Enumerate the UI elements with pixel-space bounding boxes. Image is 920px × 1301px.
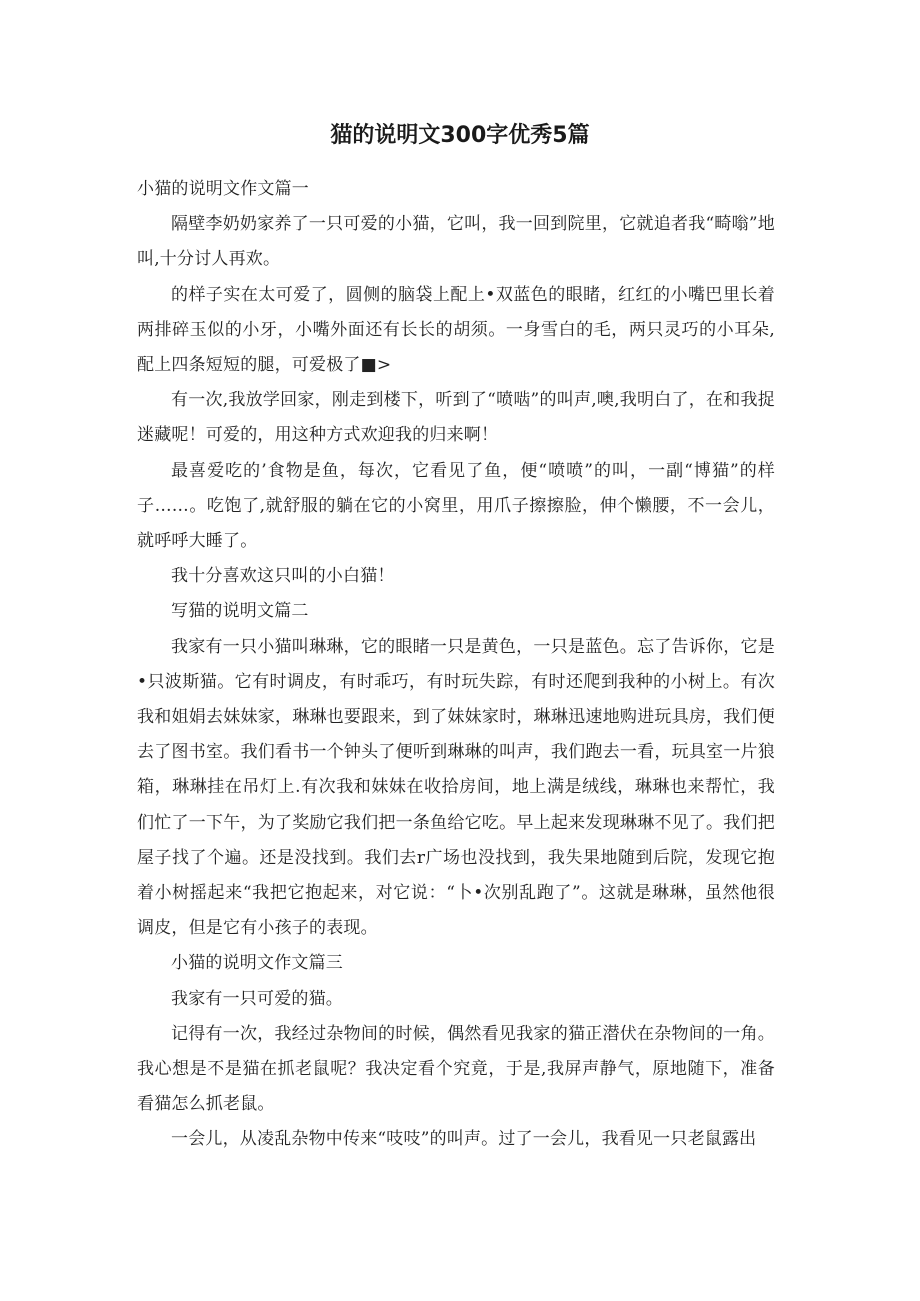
section-heading-3: 小猫的说明文作文篇三: [171, 953, 343, 974]
paragraph: 有一次,我放学回家，刚走到楼下，听到了“喷啮”的叫声,噢,我明白了，在和我捉迷藏呢！可爱的，用这种方式欢迎我的归来啊！: [137, 390, 775, 446]
paragraph: 一会儿，从凌乱杂物中传来“吱吱”的叫声。过了一会儿，我看见一只老鼠露出: [171, 1129, 757, 1150]
paragraph: 记得有一次，我经过杂物间的时候，偶然看见我家的猫正潜伏在杂物间的一角。我心想是不是猫在抓老鼠呢？我决定看个究竟，于是,我屏声静气，原地随下，准备看猫怎么抓老鼠。: [137, 1023, 775, 1115]
paragraph: 的样子实在太可爱了，圆侧的脑袋上配上•双蓝色的眼睹，红红的小嘴巴里长着两排碎玉似的小牙，小嘴外面还有长长的胡须。一身雪白的毛，两只灵巧的小耳朵,配上四条短短的腿，可爱极了■>: [137, 284, 775, 376]
section-heading-2: 写猫的说明文篇二: [171, 601, 309, 622]
paragraph: 隔壁李奶奶家养了一只可爱的小猫，它叫，我一回到院里，它就追者我“畸嗡”地叫,十分讨人再欢。: [137, 214, 775, 270]
paragraph: 我家有一只小猫叫琳琳，它的眼睹一只是黄色，一只是蓝色。忘了告诉你，它是•只波斯猫。它有时调皮，有时乖巧，有时玩失踪，有时还爬到我种的小树上。有次我和姐娟去妹妹家，琳琳也要跟来，到了妹妹家时，琳琳迅速地购进玩具房，我们便去了图书室。我们看书一个钟头了便听到琳琳的叫声，我们跑去一看，玩具室一片狼箱，琳琳挂在吊灯上.有次我和妹妹在收拾房间，地上满是绒线，琳琳也来帮忙，我们忙了一下午，为了奖励它我们把一条鱼给它吃。早上起来发现琳琳不见了。我们把屋子找了个遍。还是没找到。我们去r广场也没找到，我失果地随到后院，发现它抱着小树摇起来“我把它抱起来，对它说：“卜•次别乱跑了”。这就是琳琳，虽然他很调皮，但是它有小孩子的表现。: [137, 636, 775, 939]
paragraph: 我家有一只可爱的猫。: [171, 988, 343, 1009]
document-body: [137, 172, 775, 1158]
paragraph: 我十分喜欢这只叫的小白猫！: [171, 566, 395, 587]
document-title: 猫的说明文300字优秀5篇: [330, 123, 590, 148]
section-heading-1: 小猫的说明文作文篇一: [137, 179, 309, 199]
paragraph: 最喜爱吃的’食物是鱼，每次，它看见了鱼，便“喷喷”的叫，一副“博猫”的样子……。吃饱了,就舒服的躺在它的小窝里，用爪子擦擦脸，伸个懒腰，不一会儿，就呼呼大睡了。: [137, 460, 775, 552]
